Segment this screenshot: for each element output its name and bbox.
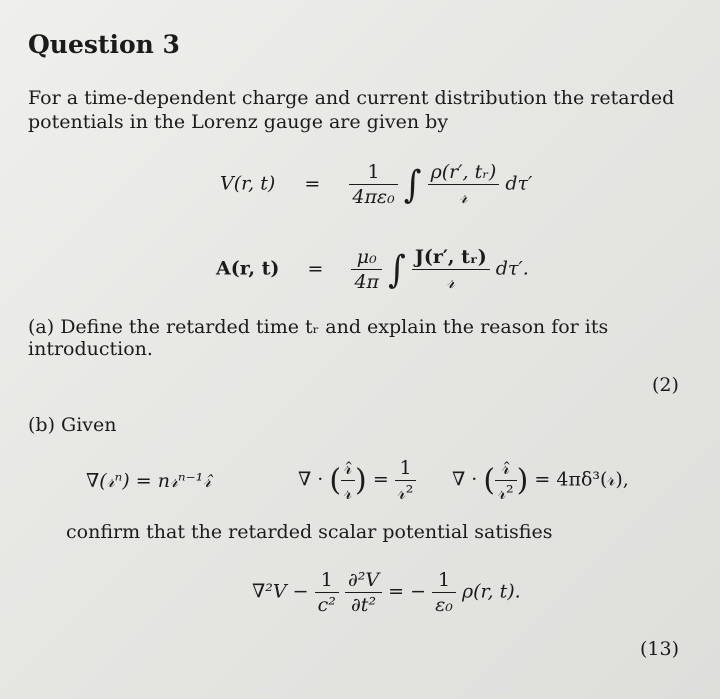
given2-paren-frac [341,456,355,505]
equation-vector-potential [216,245,529,294]
eq-v-integrand [428,160,500,209]
wave-deriv-num: ∂²V [345,568,382,593]
eq-a-tail: dτ′. [495,257,529,280]
question-intro: For a time-dependent charge and current distribution the retarded potentials in the Lorenz gauge are given by [28,87,675,133]
wave-equation [252,568,521,617]
confirm-text: confirm that the retarded scalar potential satisfies [66,521,553,543]
given3-rhs: = 4πδ³(𝓇), [534,468,629,491]
part-b-marks: (13) [640,638,680,660]
given2-paren-den: 𝓇 [344,482,353,504]
wave-rhs-num: 1 [432,568,456,593]
eq-a-integrand-num: J(r′, tᵣ) [412,245,490,270]
eq-a-coef-num: μ₀ [351,245,382,270]
wave-derivative [345,568,382,617]
integral-sign: ∫ [388,247,406,292]
eq-a-integrand-den: 𝓇 [446,271,455,293]
eq-v-coef-den: 4πε₀ [352,186,395,208]
eq-a-integrand [412,245,490,294]
wave-rhs-den: ε₀ [435,594,453,616]
eq-v-coefficient [349,160,397,209]
wave-equals: = − [388,580,427,603]
wave-coef-num: 1 [315,568,339,593]
wave-coef-den: c² [317,594,336,616]
wave-deriv-den: ∂t² [350,594,377,616]
eq-v-integrand-den: 𝓇 [459,186,468,208]
wave-rhs-tail: ρ(r, t). [461,580,521,603]
given2-paren-num: 𝓇̂ [341,456,355,481]
given3-lhs: ∇ · [452,468,484,491]
wave-rhs-frac [432,568,456,617]
given2-equals: = [372,468,389,491]
given2-lhs: ∇ · [298,468,330,491]
eq-a-lhs: A(r, t) [216,257,280,280]
given2-rhs-num: 1 [395,456,417,481]
eq-a-coefficient [351,245,382,294]
equation-scalar-potential [220,160,532,209]
given3-paren-frac [495,456,517,505]
part-b-label: (b) Given [28,414,117,436]
wave-coef [315,568,339,617]
question-heading: Question 3 [28,30,180,59]
integral-sign: ∫ [403,162,422,207]
eq-a-coef-den: 4π [354,271,380,293]
paren-close: ) [516,463,529,498]
part-a-marks: (2) [652,374,679,396]
eq-v-lhs: V(r, t) [220,172,276,195]
paren-close: ) [355,463,367,498]
eq-v-coef-num: 1 [349,160,397,185]
given-gradient: ∇(𝓇ⁿ) = n𝓇ⁿ⁻¹𝓇̂ [86,470,212,492]
given2-rhs-frac [395,456,417,505]
given3-paren-den: 𝓇² [498,482,514,504]
wave-lhs: ∇²V − [252,580,309,603]
given2-rhs-den: 𝓇² [397,482,414,504]
eq-v-integrand-num: ρ(r′, tᵣ) [428,160,500,185]
paren-open: ( [483,463,496,498]
eq-a-equals: = [307,257,324,280]
eq-v-tail: dτ′ [505,172,533,195]
given-divergence-1 [298,456,416,505]
part-a-text: (a) Define the retarded time tᵣ and explain the reason for its introduction. [28,316,609,360]
given-divergence-2 [452,456,629,505]
paren-open: ( [329,463,342,498]
given3-paren-num: 𝓇̂ [495,456,517,481]
eq-v-equals: = [304,172,321,195]
